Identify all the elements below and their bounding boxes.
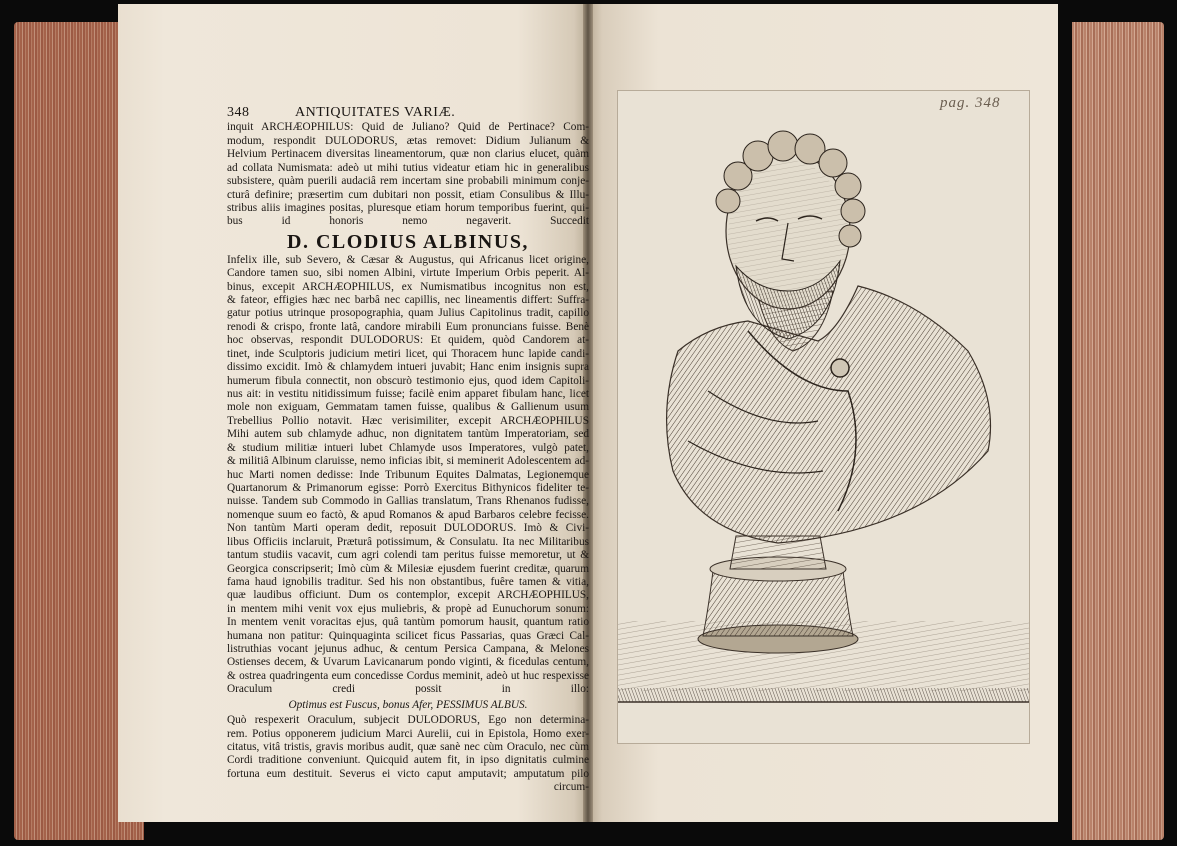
- text-line: hoc observas, respondit DULODORUS: Et quidem, quòd Candorem at-: [227, 334, 589, 347]
- text-line: & studium militiæ intueri lubet Chlamyde usos Imperatores, vulgò patet,: [227, 441, 589, 454]
- text-line: nomenque suum eo factò, & apud Romanos & apud Barbaros celebre fecisse.: [227, 508, 589, 521]
- engraving-plate: [617, 90, 1030, 744]
- text-line: & fateor, effigies hæc nec barbâ nec capillis, nec lineamentis differt: Suffra-: [227, 294, 589, 307]
- text-line: quæ laudibus officiunt. Dum os contemplor, excepit ARCHÆOPHILUS,: [227, 589, 589, 602]
- text-line: In mentem venit voracitas ejus, quâ tantùm pomorum hausit, quantum ratio: [227, 616, 589, 629]
- text-line: mole non exiguam, Gemmatam tamen fuisse, qualibus & Gallienum usum: [227, 401, 589, 414]
- text-line: rem. Potius opponerem judicium Marci Aurelii, cui in Epistola, Homo exer-: [227, 727, 589, 740]
- text-line: fama haud ignobilis traditur. Sed his non obstantibus, fuêre tamen & vitia,: [227, 575, 589, 588]
- text-line: Quartanorum & Primanorum egisse: Porrò Exercitus Bithynicos fideliter te-: [227, 481, 589, 494]
- text-line: gatur potius utrinque prosopographia, quam Julius Capitolinus tradit, capillo: [227, 307, 589, 320]
- text-line: Quò respexerit Oraculum, subjecit DULODORUS, Ego non determina-: [227, 714, 589, 727]
- text-line: & ostrea quadringenta eum concedisse Cordus meminit, adeò ut huc respexisse: [227, 669, 589, 682]
- catchword: circum-: [553, 781, 589, 794]
- text-line: binus, excepit ARCHÆOPHILUS, ex Numismatibus incognitus non est,: [227, 280, 589, 293]
- text-line: Helvium Pertinacem diversitas lineamentorum, quæ non clarius elucet, quàm: [227, 148, 589, 161]
- text-line: nus ait: in vestitu nitidissimum fuisse; facilè enim apparet fibulam hanc, licet: [227, 388, 589, 401]
- text-line: humerum fibula connectit, non obscurò testimonio ejus, quod idem Capitoli-: [227, 374, 589, 387]
- text-line: Non tantùm Marti operam dedit, reposuit DULODORUS. Imò & Civi-: [227, 522, 589, 535]
- text-line: huc Marti nomen dedisse: Inde Tribunum Equites Dalmatas, Legionemque: [227, 468, 589, 481]
- left-page-text: [227, 106, 589, 795]
- bust-engraving: [618, 91, 1029, 743]
- text-line: Georgica conscripserit; Imò cùm & Milesiæ ejusdem fuerint creditæ, quarum: [227, 562, 589, 575]
- section-title: D. CLODIUS ALBINUS,: [287, 230, 529, 253]
- text-line: listruthias vocant jejunus adhuc, & centum Persica Campana, & Melones: [227, 643, 589, 656]
- page-number: 348: [227, 105, 250, 120]
- text-line: renodi & crispo, fronte latâ, candore mirabili Eum pronuncians fuisse. Benè: [227, 320, 589, 333]
- plate-page-note: pag. 348: [940, 95, 1001, 111]
- text-line: subsistere, quàm puerili audaciâ rem incertam sine probabili minimum conje-: [227, 175, 589, 188]
- text-line: stribus aliis imagines positas, pluresque etiam horum temporibus fuerint, qui-: [227, 201, 589, 214]
- text-line: inquit ARCHÆOPHILUS: Quid de Juliano? Quid de Pertinace? Com-: [227, 121, 589, 134]
- text-line: nuisse. Tandem sub Commodo in Gallias translatum, Trans Rhenanos fudisse,: [227, 495, 589, 508]
- text-line: tinet, inde Sculptoris judicium metiri licet, qui Thoracem hunc lapide candi-: [227, 347, 589, 360]
- text-line: Infelix ille, sub Severo, & Cæsar & Augustus, qui Africanus licet origine,: [227, 253, 589, 266]
- text-line: Trebellius Pollio notavit. Hæc verisimiliter, excepit ARCHÆOPHILUS: [227, 414, 589, 427]
- text-line: Candore tamen suo, sibi nomen Albini, virtute Imperium Orbis peperit. Al-: [227, 267, 589, 280]
- text-line: tantum studiis vacavit, cum agri colendi tam peritus fuisse memoretur, ut &: [227, 549, 589, 562]
- text-line: & militiâ Albinum claruisse, nemo inficias ibit, si meminerit Adolescentem ad-: [227, 455, 589, 468]
- text-line: modum, respondit DULODORUS, ætas removet: Didium Julianum &: [227, 134, 589, 147]
- right-page-edges: [1072, 22, 1164, 840]
- text-line: Cordi traditione conveniunt. Quicquid autem fit, in ipso dignitatis culmine: [227, 754, 589, 767]
- running-header: [227, 106, 589, 119]
- text-line: dissimo excidit. Imò & chlamydem intueri juvabit; Hanc enim insignis supra: [227, 361, 589, 374]
- text-line: Mihi autem sub chlamyde adhuc, non dignitatem tantùm Imperatoriam, sed: [227, 428, 589, 441]
- text-line: Oraculum credi possit in illo:: [227, 683, 589, 696]
- text-after-epigraph: [227, 714, 589, 781]
- text-line: libus Officiis inclaruit, Præturâ potissimum, & Consulatu. Ita nec Militaribus: [227, 535, 589, 548]
- text-line: in mentem mihi venit vox ejus muliebris, & propè ad Eunuchorum sonum:: [227, 602, 589, 615]
- text-after-title: [227, 254, 589, 697]
- text-before-title: [227, 121, 589, 228]
- running-head: ANTIQUITATES VARIÆ.: [295, 105, 456, 120]
- text-line: cturâ definire; præsertim cum dubitari non possit, etiam Consulibus & Illu-: [227, 188, 589, 201]
- text-line: citatus, vitâ tristis, gravis moribus audit, quæ sanè nec cùm Oraculo, nec cùm: [227, 740, 589, 753]
- text-line: ad collata Numismata: adeò ut mihi tutius videatur etiam hic in generalibus: [227, 161, 589, 174]
- epigraph: Optimus est Fuscus, bonus Afer, PESSIMUS ALBUS.: [288, 698, 528, 711]
- text-line: bus id honoris nemo negaverit. Succedit: [227, 215, 589, 228]
- text-line: Ostienses decem, & Uvarum Lavicanarum pondo viginti, & ficedulas centum,: [227, 656, 589, 669]
- text-line: humana non patitur: Quinquaginta scilicet ficus Passarias, quas Græci Cal-: [227, 629, 589, 642]
- text-line: fortuna eum destituit. Severus ei victo caput amputavit; amputatum pilo: [227, 767, 589, 780]
